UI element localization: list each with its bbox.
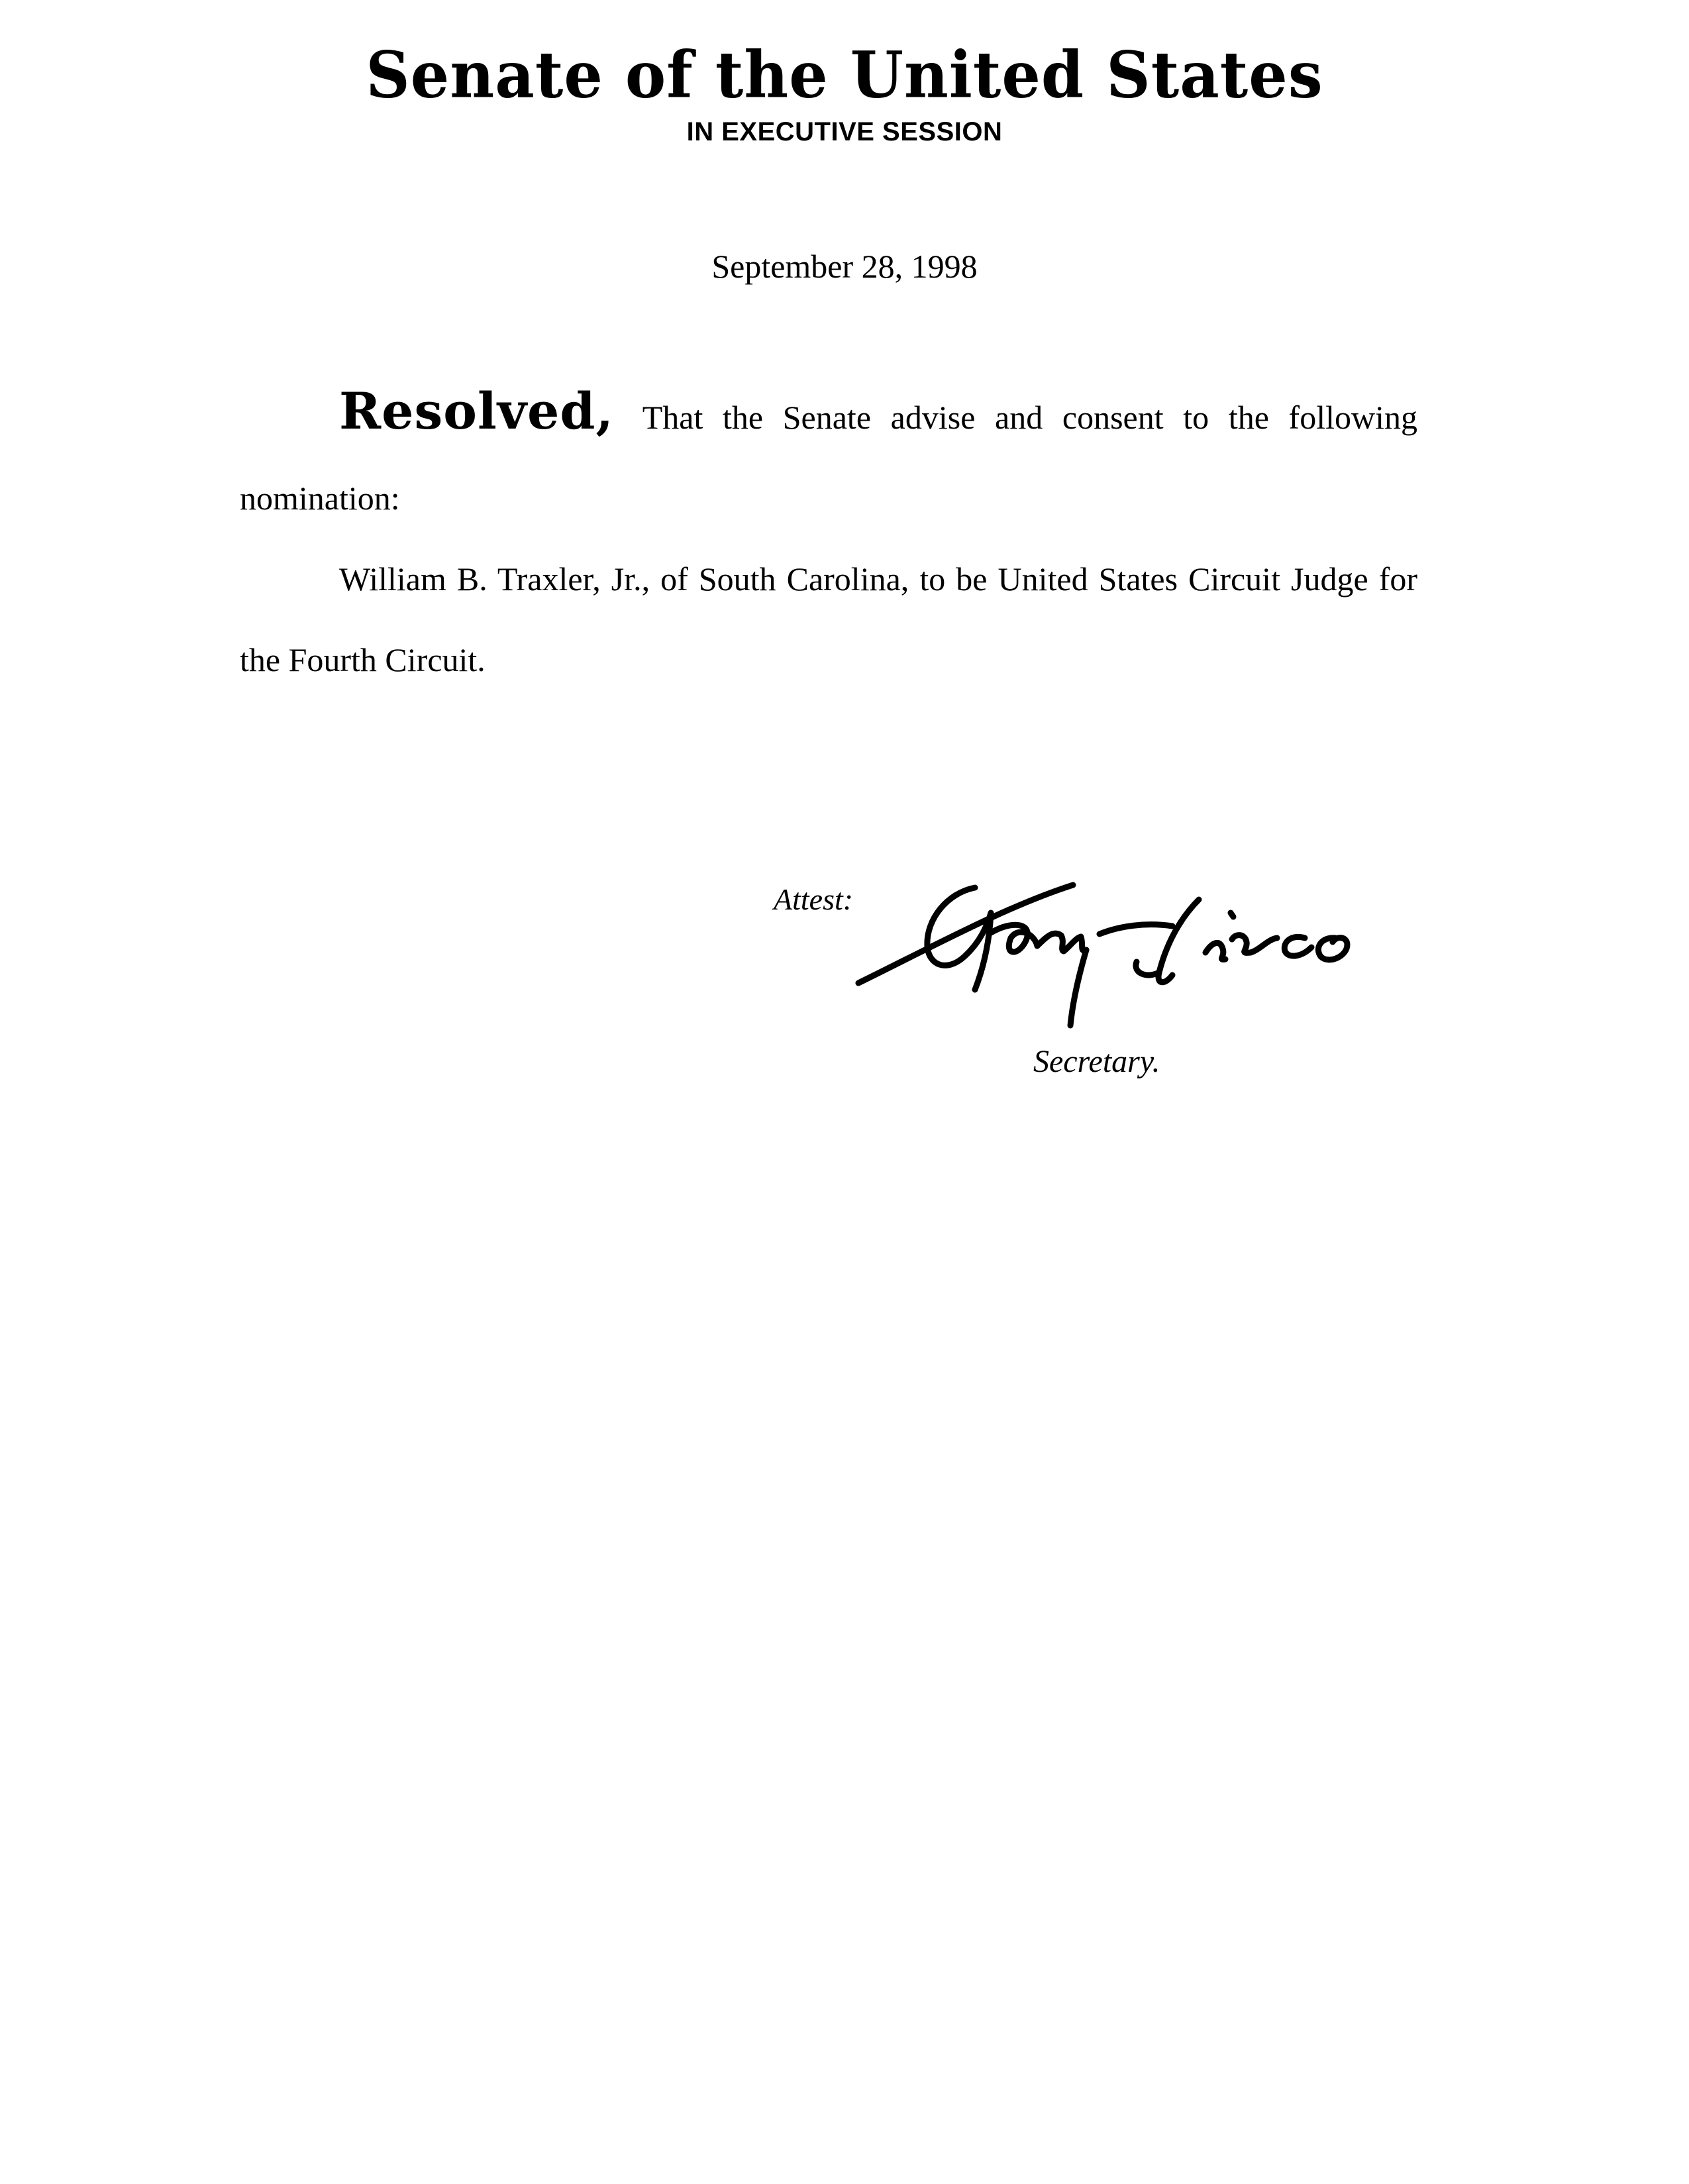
resolved-text: That the Senate advise and consent to the following nomination: bbox=[240, 399, 1417, 517]
executive-session-subtitle: IN EXECUTIVE SESSION bbox=[686, 117, 1003, 146]
resolved-heading: Resolved, bbox=[339, 382, 614, 441]
resolved-paragraph bbox=[240, 371, 1417, 539]
secretary-label: Secretary. bbox=[1033, 1044, 1160, 1079]
document-date: September 28, 1998 bbox=[711, 248, 978, 285]
nomination-paragraph: William B. Traxler, Jr., of South Carolina, to be United States Circuit Judge for the Fourth Circuit. bbox=[240, 560, 1417, 678]
attest-label: Attest: bbox=[774, 882, 854, 916]
resolution-body bbox=[240, 371, 1417, 700]
senate-masthead-title: Senate of the United States bbox=[366, 37, 1323, 113]
secretary-signature bbox=[854, 873, 1424, 1032]
